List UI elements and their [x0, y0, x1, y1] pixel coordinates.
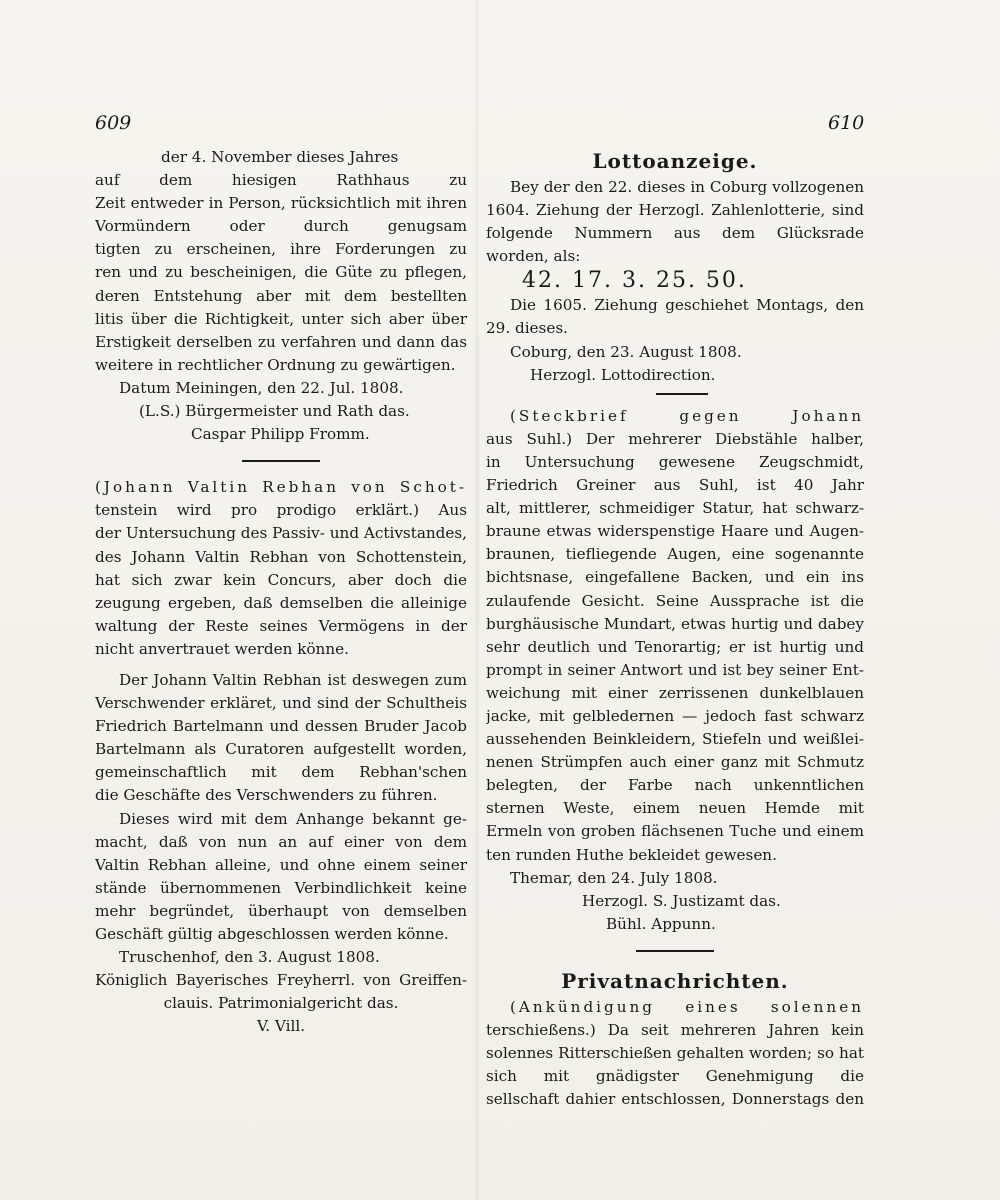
- text-line: zulaufende Gesicht. Seine Aussprache ist die: [486, 591, 864, 610]
- text-line: jacke, mit gelbledernen — jedoch fast schwarz: [486, 706, 864, 725]
- text-line: 1604. Ziehung der Herzogl. Zahlenlotterie, sind: [486, 201, 864, 220]
- signature-line: (L.S.) Bürgermeister und Rath das.: [139, 402, 410, 421]
- text-line: in Untersuchung gewesene Zeugschmidt,: [486, 452, 864, 471]
- text-line: hat sich zwar kein Concurs, aber doch die: [95, 570, 467, 589]
- text-line: nicht anvertrauet werden könne.: [95, 639, 349, 658]
- text-line: Friedrich Bartelmann und dessen Bruder Jacob: [95, 717, 467, 736]
- text-line: die Geschäfte des Verschwenders zu führen.: [95, 786, 438, 805]
- date-line: Coburg, den 23. August 1808.: [510, 342, 742, 361]
- court-line: clauis. Patrimonialgericht das.: [163, 994, 399, 1013]
- text-line: solennes Ritterschießen gehalten worden; so hat: [486, 1044, 864, 1063]
- text-line: des Johann Valtin Rebhan von Schottenstein,: [95, 547, 467, 566]
- signature-line: Herzogl. S. Justizamt das.: [582, 891, 781, 910]
- text-line: weichung mit einer zerrissenen dunkelblauen: [486, 683, 864, 702]
- text-line: Die 1605. Ziehung geschiehet Montags, den: [510, 296, 864, 315]
- text-line: burghäusische Mundart, etwas hurtig und dabey: [486, 614, 864, 633]
- court-line: Königlich Bayerisches Freyherrl. von Greiffen-: [95, 971, 467, 990]
- text-line: bichtsnase, eingefallene Backen, und ein ins: [486, 568, 864, 587]
- text-line: litis über die Richtigkeit, unter sich aber über: [95, 309, 467, 328]
- text-line: ten runden Huthe bekleidet gewesen.: [486, 845, 777, 864]
- text-line: deren Entstehung aber mit dem bestellten: [95, 286, 467, 305]
- text-line: prompt in seiner Antwort und ist bey seiner Ent-: [486, 660, 864, 679]
- court-signature: V. Vill.: [256, 1017, 306, 1036]
- text-line: sehr deutlich und Tenorartig; er ist hurtig und: [486, 637, 864, 656]
- text-line: mehr begründet, überhaupt von demselben: [95, 901, 467, 920]
- text-line: gemeinschaftlich mit dem Rebhan'schen: [95, 763, 467, 782]
- text-line: terschießens.) Da seit mehreren Jahren kein: [486, 1021, 864, 1039]
- page-number-right: 610: [828, 112, 865, 134]
- article-title-line: (Steckbrief gegen Johann: [510, 406, 864, 425]
- section-divider: [636, 950, 714, 952]
- text-line: Geschäft gültig abgeschlossen werden könne.: [95, 925, 449, 943]
- text-line: Verschwender erkläret, und sind der Schultheis: [95, 694, 467, 713]
- text-line: tenstein wird pro prodigo erklärt.) Aus: [95, 501, 467, 520]
- text-line: zeugung ergeben, daß demselben die alleinige: [95, 593, 467, 612]
- text-line: auf dem hiesigen Rathhaus zu: [95, 171, 467, 190]
- text-line: sternen Weste, einem neuen Hemde mit: [486, 799, 864, 818]
- text-line: braunen, tiefliegende Augen, eine sogenannte: [486, 545, 864, 564]
- date-line: Truschenhof, den 3. August 1808.: [119, 948, 380, 967]
- article-title-line: (Ankündigung eines solennen: [510, 997, 864, 1016]
- signature-name: Caspar Philipp Fromm.: [191, 425, 370, 444]
- text-line: aussehenden Beinkleidern, Stiefeln und weißlei-: [486, 730, 864, 749]
- text-line: Ermeln von groben flächsenen Tuche und einem: [486, 822, 864, 841]
- text-line: der Untersuchung des Passiv- und Activstandes,: [95, 524, 467, 543]
- text-line: alt, mittlerer, schmeidiger Statur, hat schwarz-: [486, 499, 864, 518]
- left-column: [95, 146, 467, 1038]
- section-divider: [656, 393, 708, 395]
- text-line: aus Suhl.) Der mehrerer Diebstähle halber,: [486, 429, 864, 448]
- text-line: macht, daß von nun an auf einer von dem: [95, 832, 467, 851]
- text-line: braune etwas widerspenstige Haare und Augen-: [486, 522, 864, 541]
- date-line: Themar, den 24. July 1808.: [510, 868, 718, 887]
- lotto-numbers: 42. 17. 3. 25. 50.: [522, 268, 747, 294]
- text-line: Friedrich Greiner aus Suhl, ist 40 Jahr: [486, 476, 864, 495]
- text-line: sellschaft dahier entschlossen, Donnerstags den: [486, 1090, 864, 1109]
- text-line: belegten, der Farbe nach unkenntlichen: [486, 776, 864, 795]
- article-title-line: (Johann Valtin Rebhan von Schot-: [95, 478, 467, 497]
- text-line: waltung der Reste seines Vermögens in der: [95, 616, 467, 635]
- text-line: weitere in rechtlicher Ordnung zu gewärtigen.: [95, 355, 456, 374]
- right-column: [486, 146, 864, 1111]
- text-line: 29. dieses.: [486, 319, 568, 338]
- text-line: Der Johann Valtin Rebhan ist deswegen zum: [119, 670, 467, 689]
- signature-line: Herzogl. Lottodirection.: [530, 365, 716, 384]
- text-line: der 4. November dieses Jahres: [161, 148, 399, 166]
- text-line: Bartelmann als Curatoren aufgestellt worden,: [95, 740, 467, 759]
- text-line: Valtin Rebhan alleine, und ohne einem seiner: [95, 855, 467, 874]
- text-line: Dieses wird mit dem Anhange bekannt ge-: [119, 809, 467, 828]
- page-fold: [474, 0, 480, 1200]
- private-heading: Privatnachrichten.: [561, 968, 789, 993]
- lotto-heading: Lottoanzeige.: [592, 149, 758, 173]
- text-line: folgende Nummern aus dem Glücksrade: [486, 224, 864, 243]
- text-line: sich mit gnädigster Genehmigung die: [486, 1067, 864, 1086]
- text-line: Zeit entweder in Person, rücksichtlich mit ihren: [95, 194, 467, 213]
- signature-name: Bühl. Appunn.: [606, 914, 716, 933]
- text-line: Vormündern oder durch genugsam: [95, 217, 467, 236]
- section-divider: [242, 460, 320, 462]
- text-line: Erstigkeit derselben zu verfahren und dann das: [95, 332, 467, 351]
- text-line: nenen Strümpfen auch einer ganz mit Schmutz: [486, 753, 864, 772]
- date-line: Datum Meiningen, den 22. Jul. 1808.: [119, 378, 404, 397]
- text-line: stände übernommenen Verbindlichkeit keine: [95, 878, 467, 897]
- text-line: Bey der den 22. dieses in Coburg vollzogenen: [510, 178, 864, 196]
- text-line: tigten zu erscheinen, ihre Forderungen zu: [95, 240, 467, 259]
- page-number-left: 609: [95, 112, 132, 134]
- text-line: worden, als:: [486, 247, 581, 266]
- text-line: ren und zu bescheinigen, die Güte zu pflegen,: [95, 263, 467, 282]
